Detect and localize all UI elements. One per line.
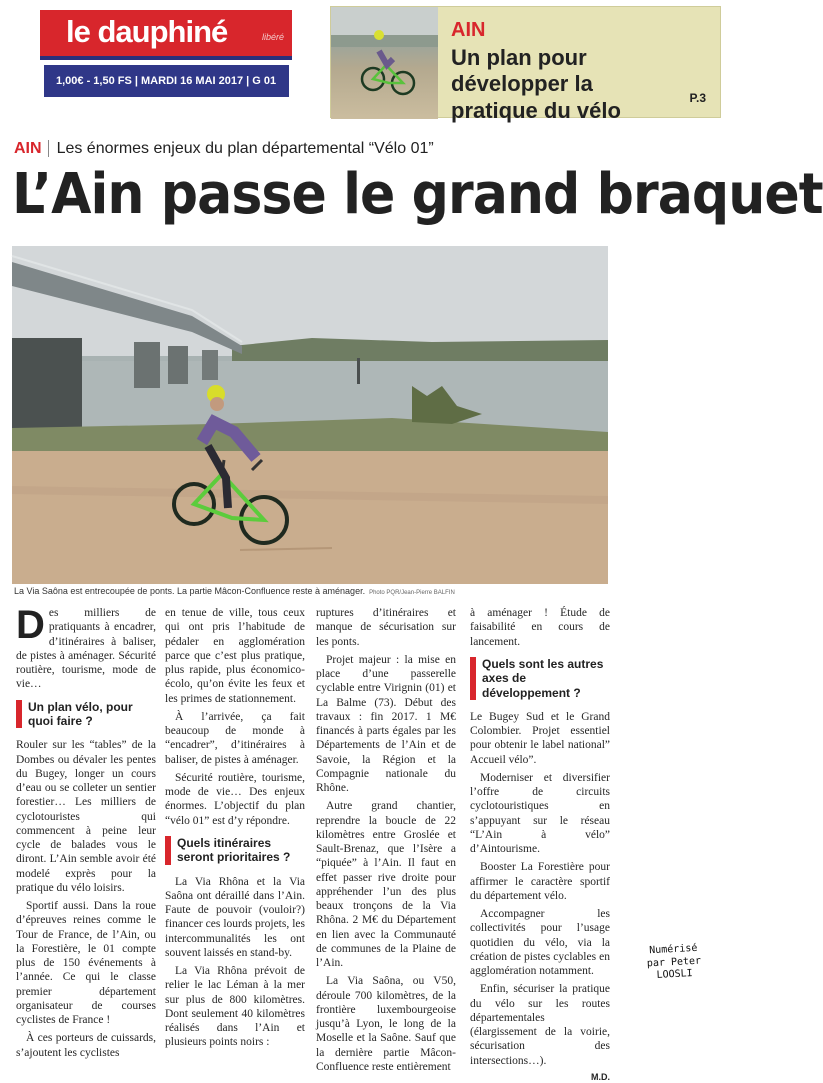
paragraph: La Via Rhôna prévoit de relier le lac Léman à la mer sur plus de 800 kilomètres. Dont seulement 40 kilomètres réalisés dans l’Ain et plusieurs points noirs : xyxy=(165,965,305,1049)
article-headline: L’Ain passe le grand braquet xyxy=(12,162,823,227)
paragraph: Sportif aussi. Dans la roue d’épreuves reines comme le Tour de France, de l’Ain, ou la Forestière, le 01 compte plus de 150 événements à l’année. Ce qui le classe premier département organisateur de courses cyclistes de France ! xyxy=(16,900,156,1027)
paragraph: Autre grand chantier, reprendre la boucle de 22 kilomètres entre Groslée et Sault-Brenaz, que l’Isère a “piquée” à l’Ain. Il faut en effet passer rive droite pour appréhender l’un des plus beaux tronçons de la Via Rhôna. 2 M€ du Département en lien avec la Communauté de communes de la Plaine de l’Ain. xyxy=(316,800,456,969)
paragraph: Accompagner les collectivités pour l’usage quotidien du vélo, via la création de pistes cyclables en agglomération notamment. xyxy=(470,908,610,978)
photo-credit: Photo PQR/Jean-Pierre BALFIN xyxy=(369,590,455,596)
question-heading-1: Un plan vélo, pour quoi faire ? xyxy=(16,700,156,729)
paragraph: Rouler sur les “tables” de la Dombes ou dévaler les pentes du Bugey, longer un cours d’eau ou se colleter un sentier forestier… Les milliers de cyclotouristes qui commencent à peine leur cycle de balades vous le diront. L’Ain semble avoir été modelé exprès pour la pratique du vélo loisirs. xyxy=(16,739,156,894)
newspaper-logo xyxy=(40,10,292,60)
paragraph: Projet majeur : la mise en place d’une passerelle cyclable entre Virignin (01) et La Balme (73). Début des travaux : fin 2017. 1 M€ financés à parts égales par les Départements de l’Ain et de Savoie, la Région et la Compagnie nationale du Rhône. xyxy=(316,653,456,794)
bridge-cyclist-illustration xyxy=(12,246,608,584)
paragraph: La Via Rhôna et la Via Saôna ont déraillé dans l’Ain. Faute de pouvoir (vouloir?) financer ces lourds projets, les intercommunalités les ont souvent laissés en stand-by. xyxy=(165,875,305,959)
handwritten-note xyxy=(623,941,725,984)
drop-cap: D xyxy=(16,603,45,647)
paragraph: Le Bugey Sud et le Grand Colombier. Projet essentiel pour obtenir le label national” Accueil vélo”. xyxy=(470,710,610,766)
photo-caption xyxy=(14,584,608,596)
front-teaser xyxy=(330,6,721,123)
handnote-line-1: Numérisé xyxy=(648,942,698,957)
paragraph: À ces porteurs de cuissards, s’ajoutent les cyclistes xyxy=(16,1032,156,1059)
paragraph: à aménager ! Étude de faisabilité en cours de lancement. xyxy=(470,607,610,648)
lede-text: es milliers de pratiquants à encadrer, d’itinéraires à baliser, de pistes à aménager. Sécurité routière, tourisme, mode de vie… xyxy=(16,607,156,691)
paragraph: Moderniser et diversifier l’offre de circuits cyclotouristiques en s’appuyant sur le réseau “L’Ain à vélo” d’Aintourisme. xyxy=(470,771,610,856)
cyclist-illustration xyxy=(331,7,438,119)
paragraph: Booster La Forestière pour affirmer le caractère sportif du département vélo. xyxy=(470,861,610,902)
logo-text: le dauphiné xyxy=(66,14,228,49)
author-signature: M.D. xyxy=(591,1071,610,1082)
article-kicker: AIN xyxy=(14,140,42,157)
handnote-line-3: LOOSLI xyxy=(656,968,693,981)
teaser-kicker: AIN xyxy=(451,19,486,41)
paragraph: en tenue de ville, tous ceux qui ont pris l’habitude de pédaler en agglomération parce que c’est plus pratique, plus rapide, plus économico-écolo, qu’on évite les feux et les primes de stationnement. xyxy=(165,607,305,705)
handnote-line-2: par Peter xyxy=(646,955,702,969)
article-column-4 xyxy=(470,606,610,1083)
paragraph: ruptures d’itinéraires et manque de sécurisation sur les ponts. xyxy=(316,607,456,648)
question-heading-2: Quels itinéraires seront prioritaires ? xyxy=(165,836,305,865)
article-photo xyxy=(12,246,608,584)
question-heading-3: Quels sont les autres axes de développement ? xyxy=(470,657,610,700)
caption-text: La Via Saôna est entrecoupée de ponts. La partie Mâcon-Confluence reste à aménager. xyxy=(14,586,366,596)
paragraph: La Via Saôna, ou V50, déroule 700 kilomètres, de la frontière luxembourgeoise jusqu’à Lyon, le long de la Moselle et la Saône. Sauf que la dernière partie Mâcon-Confluence reste entièrement xyxy=(316,975,456,1073)
article-kicker-line xyxy=(14,140,434,158)
paragraph: Sécurité routière, tourisme, mode de vie… Des enjeux énormes. L’objectif du plan “vélo 01” est d’y répondre. xyxy=(165,771,305,827)
teaser-cyclist-photo xyxy=(331,7,438,119)
article-column-2 xyxy=(165,606,305,1054)
teaser-page-ref: P.3 xyxy=(689,91,706,105)
article-subhead: Les énormes enjeux du plan départemental “Vélo 01” xyxy=(48,140,434,157)
article xyxy=(0,128,823,1082)
paragraph: Enfin, sécuriser la pratique du vélo sur les routes départementales (élargissement de la voirie, sécurisation des intersections…). xyxy=(470,983,610,1067)
article-column-3 xyxy=(316,606,456,1078)
article-column-1 xyxy=(16,603,156,1064)
teaser-title: Un plan pour développer la pratique du vélo xyxy=(451,45,621,123)
logo-subtext: libéré xyxy=(261,32,284,42)
paragraph: À l’arrivée, ça fait beaucoup de monde à “encadrer”, d’itinéraires à baliser, de pistes à aménager. xyxy=(165,710,305,766)
dateline: 1,00€ - 1,50 FS | MARDI 16 MAI 2017 | G 01 xyxy=(44,65,289,97)
